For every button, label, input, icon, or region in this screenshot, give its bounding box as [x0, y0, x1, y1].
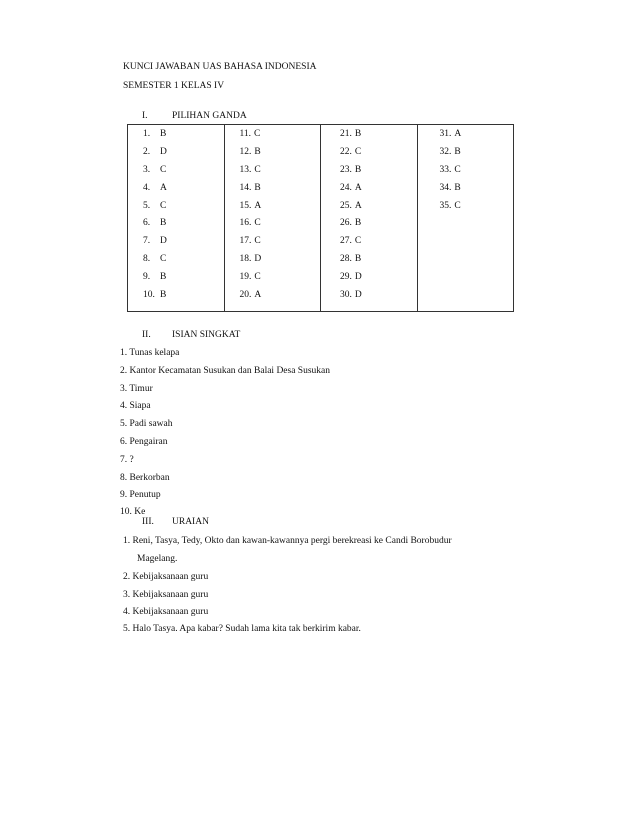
short-answer-item: 1. Tunas kelapa	[120, 348, 180, 358]
answer-number: 31.	[439, 129, 452, 139]
answer-number: 30.	[340, 290, 352, 301]
document-title: KUNCI JAWABAN UAS BAHASA INDONESIA	[123, 62, 317, 72]
answer-item	[321, 271, 417, 289]
answer-letter: B	[160, 129, 167, 139]
answer-letter: B	[160, 218, 167, 229]
answer-letter: B	[354, 218, 362, 229]
answer-letter: C	[354, 236, 362, 247]
answer-letter: B	[354, 164, 362, 175]
answer-item	[225, 182, 321, 200]
answer-letter: B	[454, 146, 461, 157]
answer-number: 18.	[239, 254, 252, 265]
short-answer-item: 3. Timur	[120, 384, 153, 394]
answer-letter: C	[160, 254, 167, 265]
section-3-title: URAIAN	[172, 517, 209, 527]
answer-letter: C	[160, 200, 167, 211]
answer-letter: A	[354, 200, 362, 211]
answer-item	[128, 217, 224, 235]
short-answer-item: 2. Kantor Kecamatan Susukan dan Balai Desa Susukan	[120, 366, 331, 376]
answer-letter: D	[254, 254, 262, 265]
answer-item	[321, 164, 417, 182]
essay-answer-item: Magelang.	[137, 554, 178, 564]
answer-item	[418, 146, 514, 164]
answer-number: 19.	[239, 272, 252, 283]
answer-number: 2.	[143, 146, 151, 157]
answer-item	[128, 271, 224, 289]
answer-item	[418, 164, 514, 182]
answer-number: 15.	[239, 200, 252, 211]
answer-number: 27.	[340, 236, 352, 247]
answer-column-2	[224, 125, 321, 312]
answer-letter: A	[454, 129, 462, 139]
section-1-number: I.	[142, 111, 148, 121]
answer-number: 12.	[239, 146, 252, 157]
answer-letter: C	[254, 272, 261, 283]
answer-item	[321, 217, 417, 235]
answer-item	[321, 289, 417, 307]
answer-item	[225, 271, 321, 289]
answer-number: 14.	[239, 182, 252, 193]
essay-answer-item: 2. Kebijaksanaan guru	[123, 572, 209, 582]
short-answer-item: 9. Penutup	[120, 490, 161, 500]
short-answer-item: 5. Padi sawah	[120, 419, 173, 429]
answer-item	[321, 128, 417, 146]
answer-number: 34.	[439, 182, 452, 193]
section-2-number: II.	[142, 330, 151, 340]
section-1-title: PILIHAN GANDA	[172, 111, 247, 121]
answer-number: 5.	[143, 200, 151, 211]
answer-item	[225, 128, 321, 146]
answer-number: 9.	[143, 272, 151, 283]
answer-item	[128, 182, 224, 200]
answer-item	[225, 146, 321, 164]
answer-item	[321, 253, 417, 271]
answer-letter: B	[354, 254, 362, 265]
short-answer-item: 7. ?	[120, 455, 134, 465]
answer-letter: B	[454, 182, 461, 193]
answer-letter: C	[160, 164, 167, 175]
answer-number: 7.	[143, 236, 151, 247]
answer-item	[225, 235, 321, 253]
answer-item	[128, 146, 224, 164]
answer-item	[128, 164, 224, 182]
answer-item	[321, 146, 417, 164]
answer-number: 25.	[340, 200, 352, 211]
answer-column-4	[417, 125, 514, 312]
answer-letter: A	[254, 200, 262, 211]
answer-number: 21.	[340, 129, 352, 139]
answer-letter: C	[454, 200, 461, 211]
multiple-choice-answer-table	[127, 124, 514, 312]
answer-number: 4.	[143, 182, 151, 193]
answer-number: 33.	[439, 164, 452, 175]
answer-item	[418, 182, 514, 200]
answer-letter: D	[354, 290, 362, 301]
essay-answer-item: 5. Halo Tasya. Apa kabar? Sudah lama kita tak berkirim kabar.	[123, 624, 361, 634]
answer-number: 28.	[340, 254, 352, 265]
answer-item	[128, 128, 224, 146]
answer-letter: B	[254, 182, 261, 193]
essay-answer-item: 4. Kebijaksanaan guru	[123, 607, 209, 617]
answer-item	[225, 200, 321, 218]
section-3-number: III.	[142, 517, 154, 527]
answer-item	[321, 200, 417, 218]
essay-answer-item: 1. Reni, Tasya, Tedy, Okto dan kawan-kawannya pergi berekreasi ke Candi Borobudur	[123, 536, 452, 546]
answer-letter: D	[354, 272, 362, 283]
answer-letter: A	[354, 182, 362, 193]
answer-letter: A	[254, 290, 262, 301]
answer-letter: D	[160, 146, 167, 157]
answer-number: 13.	[239, 164, 252, 175]
answer-item	[225, 164, 321, 182]
answer-item	[128, 289, 224, 307]
answer-column-3	[321, 125, 418, 312]
answer-letter: B	[160, 290, 167, 301]
answer-letter: C	[354, 146, 362, 157]
answer-number: 23.	[340, 164, 352, 175]
short-answer-item: 6. Pengairan	[120, 437, 168, 447]
answer-letter: D	[160, 236, 167, 247]
answer-letter: C	[254, 164, 261, 175]
answer-letter: C	[254, 129, 261, 139]
answer-number: 17.	[239, 236, 252, 247]
document-subtitle: SEMESTER 1 KELAS IV	[123, 81, 225, 91]
answer-item	[225, 253, 321, 271]
short-answer-item: 4. Siapa	[120, 401, 151, 411]
short-answer-item: 8. Berkorban	[120, 473, 170, 483]
answer-letter: B	[354, 129, 362, 139]
answer-letter: C	[254, 218, 261, 229]
answer-number: 26.	[340, 218, 352, 229]
answer-number: 22.	[340, 146, 352, 157]
section-2-title: ISIAN SINGKAT	[172, 330, 241, 340]
answer-item	[128, 253, 224, 271]
short-answer-item: 10. Ke	[120, 507, 146, 517]
answer-column-1	[128, 125, 225, 312]
answer-number: 3.	[143, 164, 151, 175]
answer-letter: B	[160, 272, 167, 283]
answer-item	[128, 235, 224, 253]
answer-letter: C	[254, 236, 261, 247]
answer-number: 10.	[143, 290, 155, 301]
answer-letter: C	[454, 164, 461, 175]
answer-number: 24.	[340, 182, 352, 193]
answer-number: 35.	[439, 200, 452, 211]
answer-item	[225, 289, 321, 307]
answer-item	[321, 235, 417, 253]
answer-item	[321, 182, 417, 200]
essay-answer-item: 3. Kebijaksanaan guru	[123, 590, 209, 600]
answer-number: 16.	[239, 218, 252, 229]
answer-number: 6.	[143, 218, 151, 229]
answer-item	[225, 217, 321, 235]
answer-number: 8.	[143, 254, 151, 265]
answer-item	[418, 200, 514, 218]
answer-number: 11.	[239, 129, 252, 139]
answer-number: 32.	[439, 146, 452, 157]
answer-item	[128, 200, 224, 218]
answer-number: 29.	[340, 272, 352, 283]
answer-number: 20.	[239, 290, 252, 301]
answer-number: 1.	[143, 129, 151, 139]
answer-item	[418, 128, 514, 146]
answer-letter: A	[160, 182, 167, 193]
answer-letter: B	[254, 146, 261, 157]
